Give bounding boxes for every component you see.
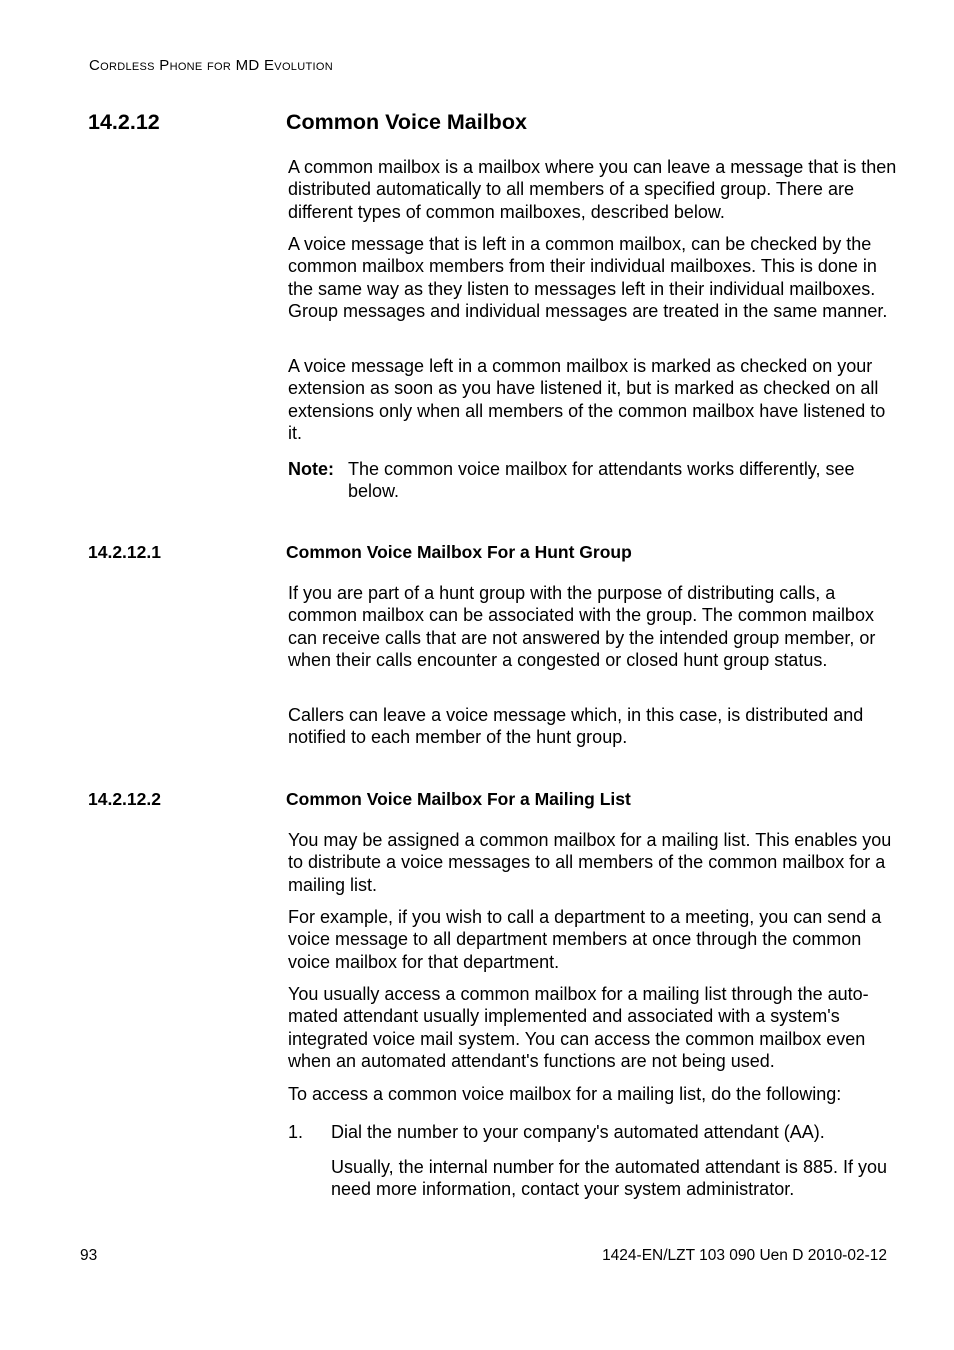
page-number: 93 <box>80 1247 98 1264</box>
paragraph: A common mailbox is a mailbox where you can leave a message that is then distributed automatically to all members of a specified group. There are different types of common mailboxes, described below. <box>288 157 897 222</box>
step-number: 1. <box>288 1122 304 1142</box>
document-id: 1424-EN/LZT 103 090 Uen D 2010-02-12 <box>602 1247 887 1264</box>
note-label: Note: <box>288 459 334 479</box>
paragraph: A voice message that is left in a common mailbox, can be checked by the common mailbox members from their individual mailboxes. This is done in the same way as they listen to messages left in their individual mailboxes. Group messages and individual messages are treated in the same manner. <box>288 234 888 322</box>
paragraph: To access a common voice mailbox for a mailing list, do the following: <box>288 1084 842 1104</box>
paragraph: You may be assigned a common mailbox for a mailing list. This enables you to distribute a voice messages to all members of the common mailbox for a mailing list. <box>288 830 892 895</box>
subsection-number: 14.2.12.1 <box>88 542 161 562</box>
step-detail: Usually, the internal number for the automated attendant is 885. If you need more information, contact your system administrator. <box>331 1157 887 1200</box>
section-title: Common Voice Mailbox <box>286 110 527 134</box>
subsection-number: 14.2.12.2 <box>88 789 161 809</box>
paragraph: For example, if you wish to call a department to a meeting, you can send a voice message to all department members at once through the common voice mailbox for that department. <box>288 907 882 972</box>
paragraph: A voice message left in a common mailbox is marked as checked on your extension as soon as you have listened it, but is marked as checked on all extensions only when all members of the common mailbox have listened to it. <box>288 356 886 444</box>
section-number: 14.2.12 <box>88 110 160 134</box>
paragraph: If you are part of a hunt group with the purpose of distributing calls, a common mailbox can be associated with the group. The common mailbox can receive calls that are not answered by the intended group member, or when their calls encounter a congested or closed hunt group status. <box>288 583 876 671</box>
subsection-title: Common Voice Mailbox For a Hunt Group <box>286 542 632 562</box>
paragraph: You usually access a common mailbox for a mailing list through the auto-mated attendant usually implemented and associated with a system's integrated voice mail system. You can access the common mailbox even when an automated attendant's functions are not being used. <box>288 984 869 1072</box>
note-text: The common voice mailbox for attendants works differently, see below. <box>348 459 855 502</box>
subsection-title: Common Voice Mailbox For a Mailing List <box>286 789 631 809</box>
paragraph: Callers can leave a voice message which, in this case, is distributed and notified to each member of the hunt group. <box>288 705 864 748</box>
running-header: Cordless Phone for MD Evolution <box>89 57 333 74</box>
step-text: Dial the number to your company's automated attendant (AA). <box>331 1122 825 1142</box>
